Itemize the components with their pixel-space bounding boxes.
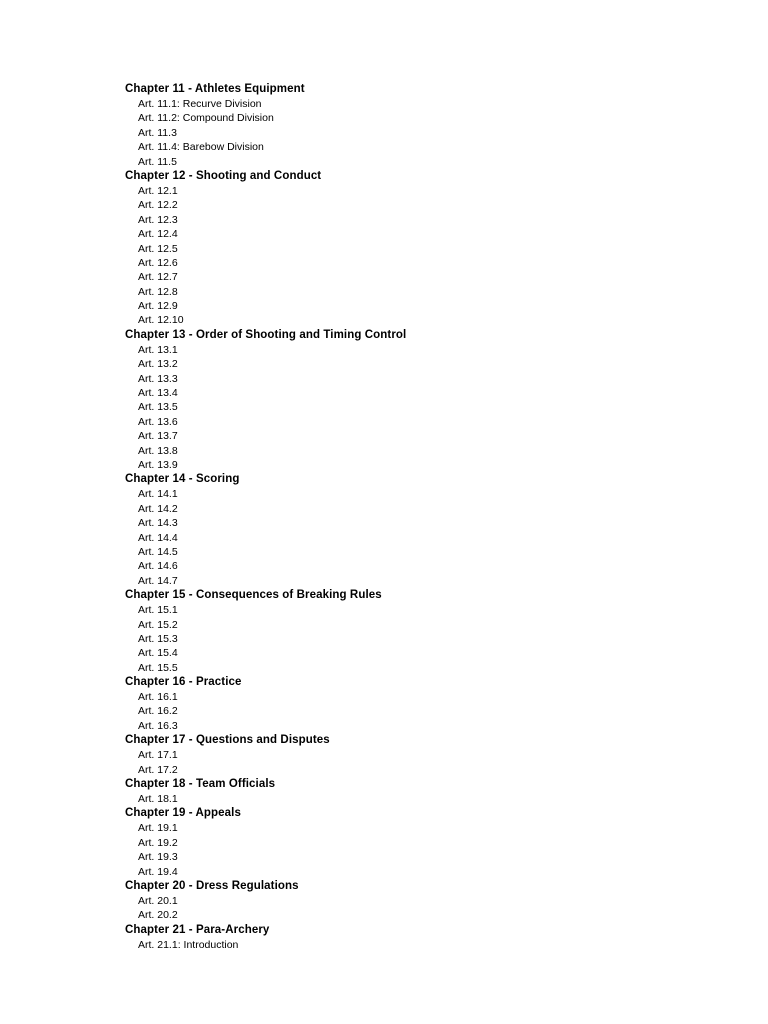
- article-link[interactable]: Art. 19.3: [138, 851, 178, 864]
- article-link[interactable]: Art. 15.2: [138, 618, 178, 631]
- chapter-section: [125, 472, 725, 588]
- article-link[interactable]: Art. 11.2: Compound Division: [138, 112, 274, 125]
- article-link[interactable]: Art. 13.8: [138, 444, 178, 457]
- table-of-contents: [125, 82, 725, 952]
- article-link[interactable]: Art. 16.1: [138, 691, 178, 704]
- article-link[interactable]: Art. 20.1: [138, 894, 178, 907]
- article-link[interactable]: Art. 12.10: [138, 314, 184, 327]
- chapter-section: [125, 82, 725, 169]
- article-link[interactable]: Art. 11.1: Recurve Division: [138, 98, 262, 110]
- article-link[interactable]: Art. 11.4: Barebow Division: [138, 141, 264, 154]
- chapter-title[interactable]: Chapter 17 - Questions and Disputes: [125, 734, 330, 747]
- article-link[interactable]: Art. 12.1: [138, 184, 178, 197]
- chapter-section: [125, 777, 725, 806]
- article-link[interactable]: Art. 12.7: [138, 271, 178, 284]
- article-link[interactable]: Art. 14.3: [138, 517, 178, 530]
- chapter-section: [125, 923, 725, 952]
- article-link[interactable]: Art. 12.5: [138, 242, 178, 255]
- chapter-section: [125, 588, 725, 675]
- article-link[interactable]: Art. 12.6: [138, 256, 178, 269]
- article-link[interactable]: Art. 19.1: [138, 822, 178, 835]
- article-link[interactable]: Art. 20.2: [138, 909, 178, 922]
- article-link[interactable]: Art. 12.9: [138, 300, 178, 313]
- chapter-title[interactable]: Chapter 13 - Order of Shooting and Timing Control: [125, 328, 407, 341]
- article-link[interactable]: Art. 18.1: [138, 793, 178, 806]
- article-link[interactable]: Art. 12.8: [138, 285, 178, 298]
- article-link[interactable]: Art. 15.4: [138, 647, 178, 660]
- article-link[interactable]: Art. 13.6: [138, 415, 178, 428]
- article-link[interactable]: Art. 14.5: [138, 545, 178, 558]
- article-link[interactable]: Art. 17.2: [138, 763, 178, 776]
- article-link[interactable]: Art. 13.7: [138, 430, 178, 443]
- article-link[interactable]: Art. 15.5: [138, 661, 178, 674]
- article-link[interactable]: Art. 17.1: [138, 749, 178, 762]
- article-link[interactable]: Art. 15.1: [138, 604, 178, 617]
- chapter-title[interactable]: Chapter 18 - Team Officials: [125, 778, 276, 791]
- article-link[interactable]: Art. 13.5: [138, 401, 178, 414]
- article-link[interactable]: Art. 14.1: [138, 488, 178, 501]
- chapter-title[interactable]: Chapter 21 - Para-Archery: [125, 923, 270, 936]
- chapter-title[interactable]: Chapter 16 - Practice: [125, 676, 242, 689]
- chapter-section: [125, 806, 725, 879]
- chapter-title[interactable]: Chapter 14 - Scoring: [125, 473, 240, 486]
- article-link[interactable]: Art. 12.4: [138, 228, 178, 241]
- article-link[interactable]: Art. 16.2: [138, 705, 178, 718]
- article-link[interactable]: Art. 19.2: [138, 836, 178, 849]
- chapter-section: [125, 675, 725, 733]
- article-link[interactable]: Art. 16.3: [138, 719, 178, 732]
- chapter-section: [125, 328, 725, 473]
- chapter-title[interactable]: Chapter 12 - Shooting and Conduct: [125, 169, 322, 182]
- article-link[interactable]: Art. 11.3: [138, 126, 177, 139]
- article-link[interactable]: Art. 11.5: [138, 155, 177, 168]
- article-link[interactable]: Art. 14.7: [138, 574, 178, 587]
- article-link[interactable]: Art. 13.4: [138, 387, 178, 400]
- article-link[interactable]: Art. 14.2: [138, 502, 178, 515]
- article-link[interactable]: Art. 14.4: [138, 531, 178, 544]
- chapter-title[interactable]: Chapter 20 - Dress Regulations: [125, 879, 299, 892]
- article-link[interactable]: Art. 13.9: [138, 458, 178, 471]
- article-link[interactable]: Art. 13.1: [138, 343, 178, 356]
- article-link[interactable]: Art. 12.3: [138, 213, 178, 226]
- article-link[interactable]: Art. 12.2: [138, 199, 178, 212]
- article-link[interactable]: Art. 14.6: [138, 560, 178, 573]
- chapter-title[interactable]: Chapter 11 - Athletes Equipment: [125, 83, 305, 95]
- article-link[interactable]: Art. 19.4: [138, 865, 178, 878]
- chapter-title[interactable]: Chapter 15 - Consequences of Breaking Rules: [125, 589, 382, 602]
- chapter-section: [125, 169, 725, 328]
- article-link[interactable]: Art. 21.1: Introduction: [138, 938, 239, 951]
- article-link[interactable]: Art. 13.3: [138, 372, 178, 385]
- article-link[interactable]: Art. 13.2: [138, 358, 178, 371]
- article-link[interactable]: Art. 15.3: [138, 632, 178, 645]
- chapter-section: [125, 733, 725, 777]
- chapter-section: [125, 879, 725, 923]
- chapter-title[interactable]: Chapter 19 - Appeals: [125, 807, 241, 820]
